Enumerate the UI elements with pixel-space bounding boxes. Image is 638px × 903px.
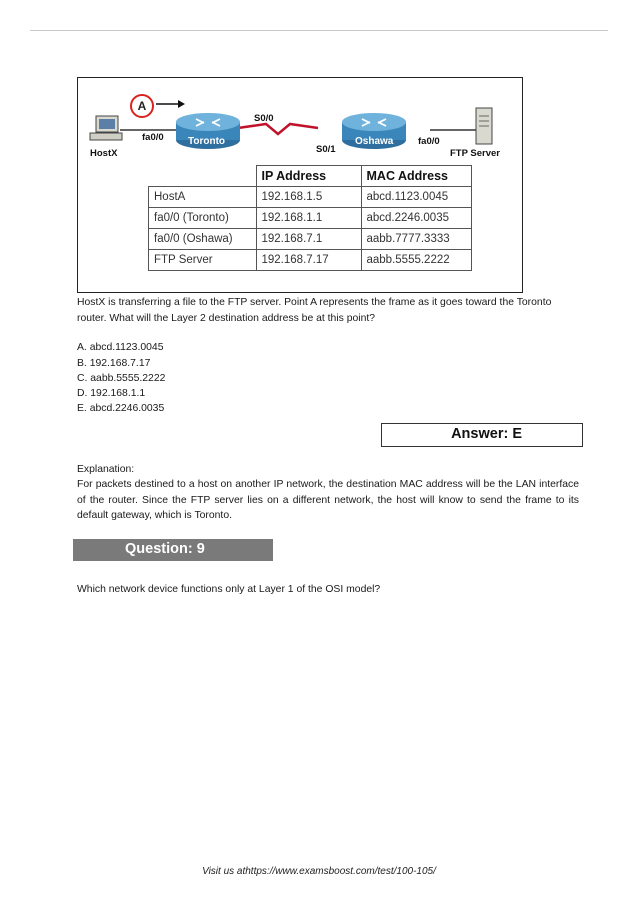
s01-label: S0/1 (316, 144, 336, 155)
question-9-header (73, 539, 273, 561)
address-table (148, 165, 472, 271)
mac-header: MAC Address (361, 166, 471, 187)
point-a-marker: A (130, 94, 154, 118)
option-a: A. abcd.1123.0045 (77, 342, 164, 353)
toronto-label: Toronto (188, 136, 226, 147)
network-figure (77, 77, 523, 293)
option-c: C. aabb.5555.2222 (77, 373, 166, 384)
hostx-label: HostX (90, 148, 118, 159)
option-e: E. abcd.2246.0035 (77, 403, 165, 414)
hostx-pc-icon (90, 116, 122, 140)
option-b: B. 192.168.7.17 (77, 358, 151, 369)
explanation-heading: Explanation: (77, 464, 135, 475)
table-row: HostA 192.168.1.5 abcd.1123.0045 (149, 187, 472, 208)
explanation-body: For packets destined to a host on another IP network, the destination MAC address will be the LAN interface of the router. Since the FTP server lies on a different network, the host will know to send the frame to its default gateway, which is Toronto. (77, 479, 579, 521)
ftp-server-label: FTP Server (450, 148, 500, 159)
fa00-left-label: fa0/0 (142, 132, 164, 143)
answer-label: Answer: E (451, 426, 522, 442)
serial-link (238, 124, 318, 134)
question-9-title: Question: 9 (125, 541, 205, 557)
option-d: D. 192.168.1.1 (77, 388, 146, 399)
table-row: fa0/0 (Toronto) 192.168.1.1 abcd.2246.0035 (149, 208, 472, 229)
question-9-text: Which network device functions only at Layer 1 of the OSI model? (77, 584, 381, 595)
question-line-1: HostX is transferring a file to the FTP server. Point A represents the frame as it goes toward the Toronto (77, 297, 552, 308)
table-row: fa0/0 (Oshawa) 192.168.7.1 aabb.7777.3333 (149, 229, 472, 250)
question-line-2: router. What will the Layer 2 destination address be at this point? (77, 313, 376, 324)
s00-label: S0/0 (254, 113, 274, 124)
top-rule (30, 30, 608, 31)
ip-header: IP Address (256, 166, 361, 187)
fa00-right-label: fa0/0 (418, 136, 440, 147)
table-row: FTP Server 192.168.7.17 aabb.5555.2222 (149, 250, 472, 271)
ftp-server-icon (476, 108, 492, 144)
oshawa-label: Oshawa (355, 136, 394, 147)
answer-box (381, 423, 583, 447)
footer-link[interactable]: Visit us athttps://www.examsboost.com/test/100-105/ (202, 866, 436, 877)
